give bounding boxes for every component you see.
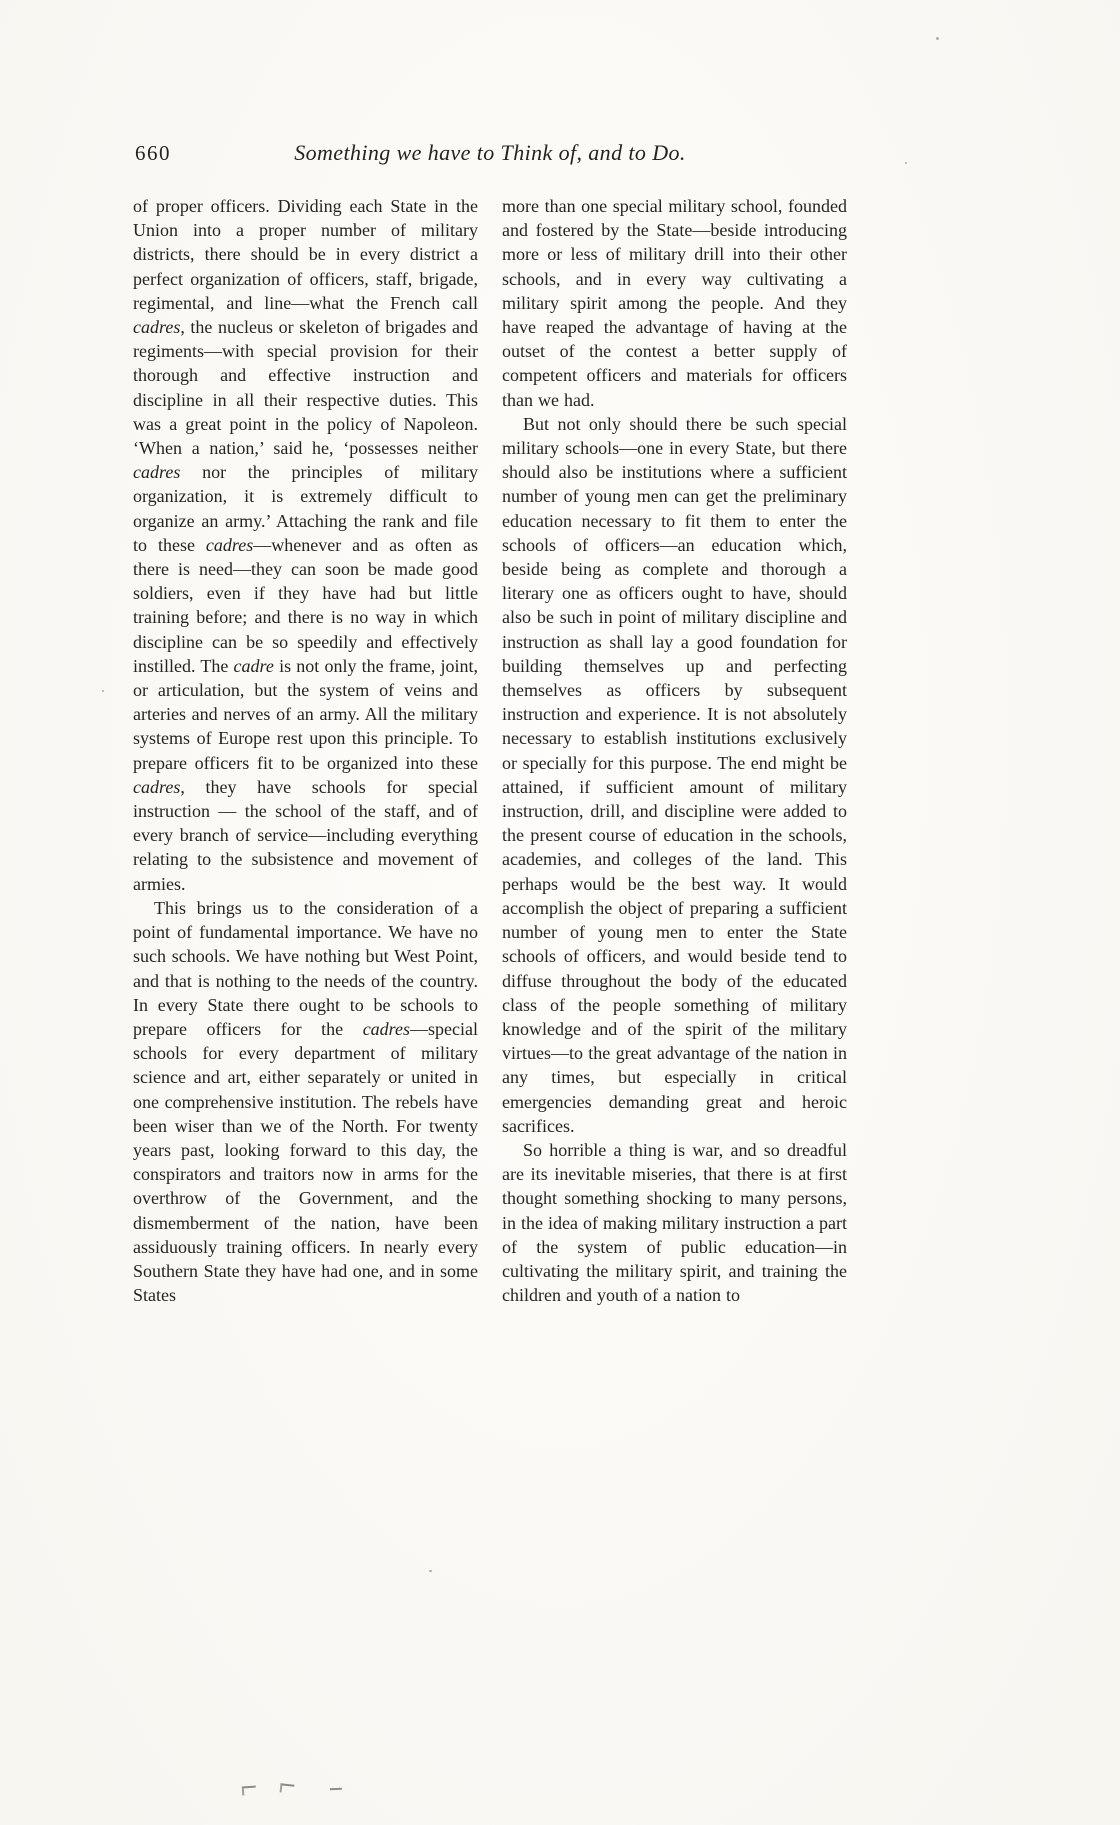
paragraph xyxy=(133,896,478,1307)
scan-speck xyxy=(905,162,907,164)
body-text: of proper officers. Dividing each State in the Union into a proper number of military districts, there should be in every district a perfect organization of officers, staff, brigade, regimental, and line—what the French call xyxy=(133,196,478,313)
italic-text: cadres xyxy=(205,534,254,555)
pencil-mark-icon xyxy=(330,1788,342,1797)
page-header xyxy=(133,140,847,194)
page-content xyxy=(133,140,847,1307)
italic-text: cadre xyxy=(233,655,274,676)
pencil-mark-icon xyxy=(242,1786,257,1796)
pencil-mark-icon xyxy=(280,1783,295,1793)
running-title: Something we have to Think of, and to Do. xyxy=(294,140,686,165)
paragraph xyxy=(133,194,478,896)
body-text: is not only the frame, joint, or articulation, but the system of veins and arteries and nerves of an army. All the military systems of Europe rest upon this principle. To prepare officers fit to be organized into these xyxy=(133,655,478,773)
body-text: more than one special military school, founded and fostered by the State—beside introducing more or less of military drill into their other schools, and in every way cultivating a military spirit among the people. And they have reaped the advantage of having at the outset of the contest a better supply of competent officers and materials for officers than we had. xyxy=(502,196,847,410)
body-text: nor the principles of military organization, it is extremely difficult to organize an army.’ Attaching the rank and file to these xyxy=(133,462,478,555)
right-column xyxy=(502,194,847,1307)
page-number: 660 xyxy=(135,141,171,165)
body-text: But not only should there be such special military schools—one in every State, but there should also be institutions where a sufficient number of young men can get the preliminary education necessary to fit them to enter the schools of officers—an education which, beside being as complete and thorough a literary one as officers ought to have, should also be such in point of military discipline and instruction as shall lay a good foundation for building themselves up and perfecting themselves as officers by subsequent instruction and experience. It is not absolutely necessary to establish institutions exclusively or specially for this purpose. The end might be attained, if sufficient amount of military instruction, drill, and discipline were added to the present course of education in the schools, academies, and colleges of the land. This perhaps would be the best way. It would accomplish the object of preparing a sufficient number of young men to enter the State schools of officers, and would beside tend to diffuse throughout the body of the educated class of the people something of military knowledge and of the spirit of the military virtues—to the great advantage of the nation in any times, but especially in critical emergencies demanding great and heroic sacrifices. xyxy=(502,413,847,1136)
scan-speck xyxy=(102,690,104,692)
body-text: —special schools for every department of military science and art, either separately or united in one comprehensive institution. The rebels have been wiser than we of the North. For twenty years past, looking forward to this day, the conspirators and traitors now in arms for the overthrow of the Government, and the dismemberment of the nation, have been assiduously training officers. In nearly every Southern State they have had one, and in some States xyxy=(133,1018,478,1306)
italic-text: cadres xyxy=(362,1018,411,1039)
body-text: , they have schools for special instruction — the school of the staff, and of every branch of service—including everything relating to the subsistence and movement of armies. xyxy=(133,776,478,894)
paragraph xyxy=(502,412,847,1138)
italic-text: cadres xyxy=(133,462,181,483)
body-text: So horrible a thing is war, and so dreadful are its inevitable miseries, that there is at first thought something shocking to many persons, in the idea of making military instruction a part of the system of public education—in cultivating the military spirit, and training the children and youth of a nation to xyxy=(502,1139,847,1306)
scan-speck xyxy=(936,37,939,40)
body-text: , the nucleus or skeleton of brigades and regiments—with special provision for their thorough and effective instruction and discipline in all their respective duties. This was a great point in the policy of Napoleon. ‘When a nation,’ said he, ‘possesses neither xyxy=(133,317,478,459)
body-text: —whenever and as often as there is need—they can soon be made good soldiers, even if they have had but little training before; and there is no way in which discipline can be so speedily and effectively instilled. The xyxy=(133,534,478,676)
paragraph xyxy=(502,194,847,412)
pencil-marks xyxy=(238,1780,358,1798)
page-body xyxy=(133,194,847,1307)
italic-text: cadres xyxy=(133,317,181,338)
paragraph xyxy=(502,1138,847,1307)
body-text: This brings us to the consideration of a point of fundamental importance. We have no such schools. We have nothing but West Point, and that is nothing to the needs of the country. In every State there ought to be schools to prepare officers for the xyxy=(133,897,478,1039)
left-column xyxy=(133,194,478,1307)
italic-text: cadres xyxy=(133,776,181,797)
scan-speck xyxy=(429,1570,432,1572)
